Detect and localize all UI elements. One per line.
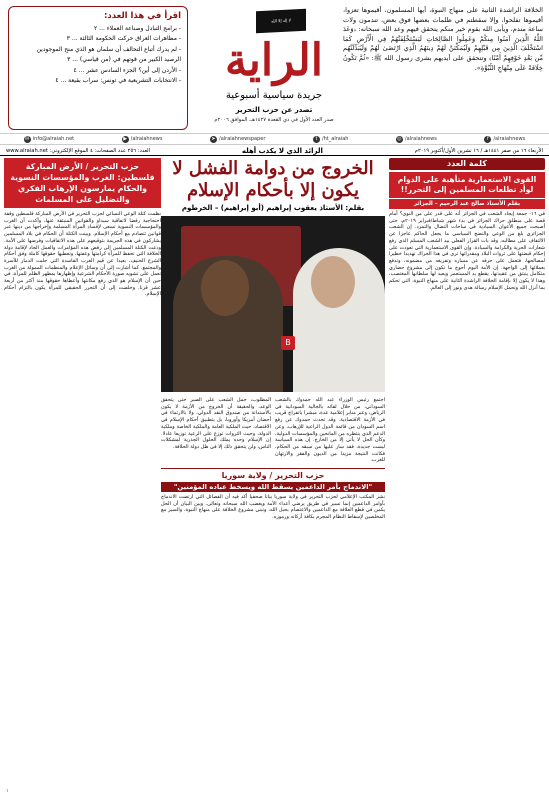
masthead (0, 0, 549, 150)
motto: الرائد الذي لا يكذب أهله (241, 146, 323, 155)
toc-item[interactable]: - الانتخابات التشريعية في تونس: سراب بقيعة ... ٤ (55, 77, 181, 84)
page-number: ١ (6, 789, 9, 794)
dateline (0, 146, 549, 156)
twitter-icon: t (313, 136, 320, 143)
social-links-bar (0, 133, 549, 145)
social-link-facebook[interactable]: f /alraiahnews (484, 136, 525, 143)
broadcaster-logo-icon: B (281, 336, 295, 350)
palestine-headline[interactable]: حزب التحرير / الأرض المباركة فلسطين: الغرب والمؤسسات النسوية والحكام يمارسون الإرهاب الفكري والتضليل على المسلمات (4, 158, 161, 208)
lead-article (161, 158, 385, 794)
telegram-icon: ➤ (211, 135, 216, 142)
lead-headline[interactable]: الخروج من دوامة الفشل لا يكون إلا بأحكام الإسلام (172, 158, 374, 201)
flag-icon: لا إله إلا الله (256, 9, 306, 34)
lead-byline: بقلم: الأستاذ يعقوب إبراهيم (أبو إبراهيم) – الخرطوم (181, 204, 365, 212)
issue-number: العدد: ٢٥٦ عدد الصفحات: ٤ الموقع الإلكتروني: www.alraiah.net (6, 147, 151, 154)
social-link-youtube[interactable]: ▶ /alraiahnews (123, 135, 163, 142)
editorial-headline[interactable]: القوى الاستعمارية متأهبة على الدوام لوأد تطلعات المسلمين إلى التحرر!! (389, 172, 545, 198)
lead-body-left: المطلوب، حمل الشعب على الصبر حتى يتحقق الوعد، والحقيقة أن الخروج من الأزمة لا يكون بالاستدانة من صندوق النقد الدولي، ولا بالارتماء في أحضان أمريكا وأوروبا، بل بتطبيق أحكام الإسلام في الاقتصاد، حيث الملكية العامة والملكية الخاصة وملكية الدولة، وحيث الثروات توزع على الرعية توزيعا عادلا. إن الإسلام وحده يملك الحلول الجذرية لمشكلات الناس، ولن يتحقق ذلك إلا في ظل دولة الخلافة. (161, 397, 271, 450)
logo-title: الراية (225, 35, 323, 86)
palestine-body: نظمت كتلة الوعي النسائي لحزب التحرير في الأرض المباركة فلسطين وقفة احتجاجية رفضا لاتفاقية سيداو والقوانين المنبثقة عنها، وأكدت أن الغرب والمؤسسات النسوية تسعى لإفساد المرأة المسلمة وإخراجها من دينها عبر قوانين تتصادم مع أحكام الإسلام. وبينت الكتلة أن الحكام في بلاد المسلمين يشاركون في هذه الجريمة بتوقيعهم على هذه الاتفاقيات وفرضها على الأمة. ودعت الكتلة المسلمين إلى رفض هذه المؤامرات والعمل الجاد لإقامة دولة الخلافة التي تحفظ للمرأة كرامتها وعفتها، وتعطيها حقوقها كاملة وفق أحكام الشرع الحنيف، بعيدا عن قيم الغرب الفاسدة التي جلبت الدمار للأسرة والمجتمع. كما أشارت إلى أن وسائل الإعلام والمنظمات الممولة من الغرب تعمل على تشويه صورة الأحكام الشرعية وإظهارها بمظهر الظلم للمرأة، في حين أن الإسلام هو الذي رفع مكانتها وأعطاها حقوقها منذ أكثر من أربعة عشر قرنا. وخلصت إلى أن التحرر الحقيقي للمرأة يكون بالتزام أحكام الإسلام. (4, 211, 161, 298)
section-title: كلمة العدد (389, 158, 545, 170)
instagram-icon: ◎ (397, 135, 402, 142)
editorial-byline: بقلم الأستاذ صالح عبد الرحيم – الجزائر (389, 199, 545, 209)
toc-item[interactable]: - الأردن إلى أين؟ الجزء السادس عشر ... ٤ (73, 66, 181, 74)
syria-box (161, 468, 385, 521)
mail-icon: ✉ (25, 135, 30, 142)
first-issue-line: صدر العدد الأول في ذي القعدة ١٤٢٧هـ، الموافق ٢٠٠٦م (214, 117, 334, 123)
syria-box-title[interactable]: حزب التحرير / ولاية سوريا (221, 471, 325, 481)
social-link-instagram[interactable]: ◎ /alraiahnews (397, 135, 437, 142)
toc-item[interactable]: - مظاهرات العراق حركت الحكومة الثالثة ... ٣ (66, 35, 181, 42)
editorial-column (389, 158, 545, 794)
syria-box-subtitle: "الاندماج بأمر الداعمين يسقط الله ويسخط عباده المؤمنين" (161, 482, 385, 492)
toc-item[interactable]: - برامج التبادل وصناعة العملاء ... ٢ (94, 24, 181, 32)
facebook-icon: f (484, 136, 491, 143)
logo-subtitle: جريدة سياسية أسبوعية (225, 90, 323, 101)
newspaper-logo[interactable] (196, 4, 352, 136)
syria-box-body: نشر المكتب الإعلامي لحزب التحرير في ولاية سوريا بيانا صحفيا أكد فيه أن الفصائل التي ارتضت الاندماج بأوامر الداعمين إنما تسير في طريق يرضي أعداء الأمة ويغضب الله سبحانه وتعالى. وبين البيان أن الحل يكمن في قطع العلاقة مع الداعمين والاعتصام بحبل الله، وتبني مشروع الخلافة على منهاج النبوة، والسير مع المخلصين لإسقاط النظام المجرم بكافة أركانه ورموزه. (161, 494, 385, 521)
toc-item[interactable]: الرصيد الكبير من قوتهم في (من قياسي) ... ٣ (67, 56, 181, 63)
issue-date: الأربعاء ١٦ من صفر ١٤٤١هـ / ١٦ تشرين الأول/أكتوبر ٢٠١٩م (414, 147, 543, 154)
publisher-line: تصدر عن حزب التحرير (235, 106, 313, 114)
social-link-twitter[interactable]: t /ht_alraiah (313, 136, 349, 143)
khilafa-statement: الخلافة الراشدة الثانية على منهاج النبوة، أيها المسلمون، أقيموها تعزوا، أقيموها تفلحوا، وإلا سقطتم في ظلمات بعضها فوق بعض، تندمون ولات ساعة مندم، ويأبى الله بقوم خير منكم يتحقق فيهم وعد الله سبحانه: ﴿وَعَدَ اللَّهُ الَّذِينَ آمَنُوا مِنكُمْ وَعَمِلُوا الصَّالِحَاتِ لَيَسْتَخْلِفَنَّهُمْ فِي الْأَرْضِ كَمَا اسْتَخْلَفَ الَّذِينَ مِن قَبْلِهِمْ وَلَيُمَكِّنَنَّ لَهُمْ دِينَهُمُ الَّذِي ارْتَضَىٰ لَهُمْ وَلَيُبَدِّلَنَّهُم مِّن بَعْدِ خَوْفِهِمْ أَمْنًا﴾ وتتحقق على أيديهم بشرى رسول الله ﷺ: «ثُمَّ تَكُونُ خِلَافَةً عَلَى مِنْهَاجِ النُّبُوَّةِ». (343, 6, 543, 72)
lead-photo (161, 216, 385, 392)
palestine-article (4, 158, 161, 794)
social-link-mail[interactable]: ✉ info@alraiah.net (25, 135, 75, 142)
toc-item[interactable]: - لم يدرك أتباع التحالف أن سلمان هو الذي منح الموجودين (36, 45, 181, 53)
lead-body-columns (161, 395, 385, 464)
youtube-icon: ▶ (123, 135, 128, 142)
lead-body-right: اجتمع رئيس الوزراء عبد الله حمدوك بالشعب السوداني، من خلال لقائه بالجالية السودانية في الرياض، وعبر منابر إعلامية عدة، مبشرا بانفراج قريب في الأزمة الاقتصادية. وقد تحدث حمدوك عن رفع اسم السودان من قائمة الدول الراعية للإرهاب، وعن الدعم الذي ينتظره من المانحين والمؤسسات الدولية، وكأن الحل لا يأتي إلا من الخارج. إن هذه السياسة ليست جديدة، فقد سار عليها من سبقه من الحكام، فكانت النتيجة مزيدا من الديون والفقر والارتهان للغرب. (275, 397, 385, 464)
photo-face-right (311, 256, 355, 308)
social-link-telegram[interactable]: ➤ /alraiahnewspaper (211, 135, 266, 142)
photo-face-left (201, 260, 249, 316)
toc-title: اقرأ في هذا العدد: (103, 11, 181, 21)
editorial-body: في ١٦- جمعة إيجاد الشعب في الجزائر أنه على قدر على من النوى؟ أمام قصة على منطلق حراك الجزائر في بدء شهر شباط/فبراير ٢٠١٩م، حتى أصبحت جميع الأعوان السيادية في ساحات النضال والتمرد. إن الشعب الجزائري بلغ من الوعي والنضج السياسي ما يجعل الحاكم عاجزا عن الالتفاف على مطالبه، وقد بات القرار الفعلي بيد الشعب المسلم الذي رفع شعارات الحرية والكرامة والسيادة. وإن القوى الاستعمارية التي تعودت على إحكام قبضتها على ثروات البلاد ومقدراتها ترى في هذا الحراك تهديدا خطيرا لمصالحها، فتعمل على حرفه عن مساره وتفريغه من مضمونه، وتدفع بعملائها إلى الواجهة. إن الأمة اليوم أحوج ما تكون إلى مشروع حضاري متكامل ينبثق من عقيدتها، يقطع يد المستعمر ويعيد لها سلطانها المغتصب، وهذا لا يكون إلا بإقامة الخلافة الراشدة الثانية على منهاج النبوة، التي تحكم بما أنزل الله وتحمل الإسلام رسالة هدى ونور إلى العالم. (389, 211, 545, 291)
table-of-contents (8, 6, 188, 130)
